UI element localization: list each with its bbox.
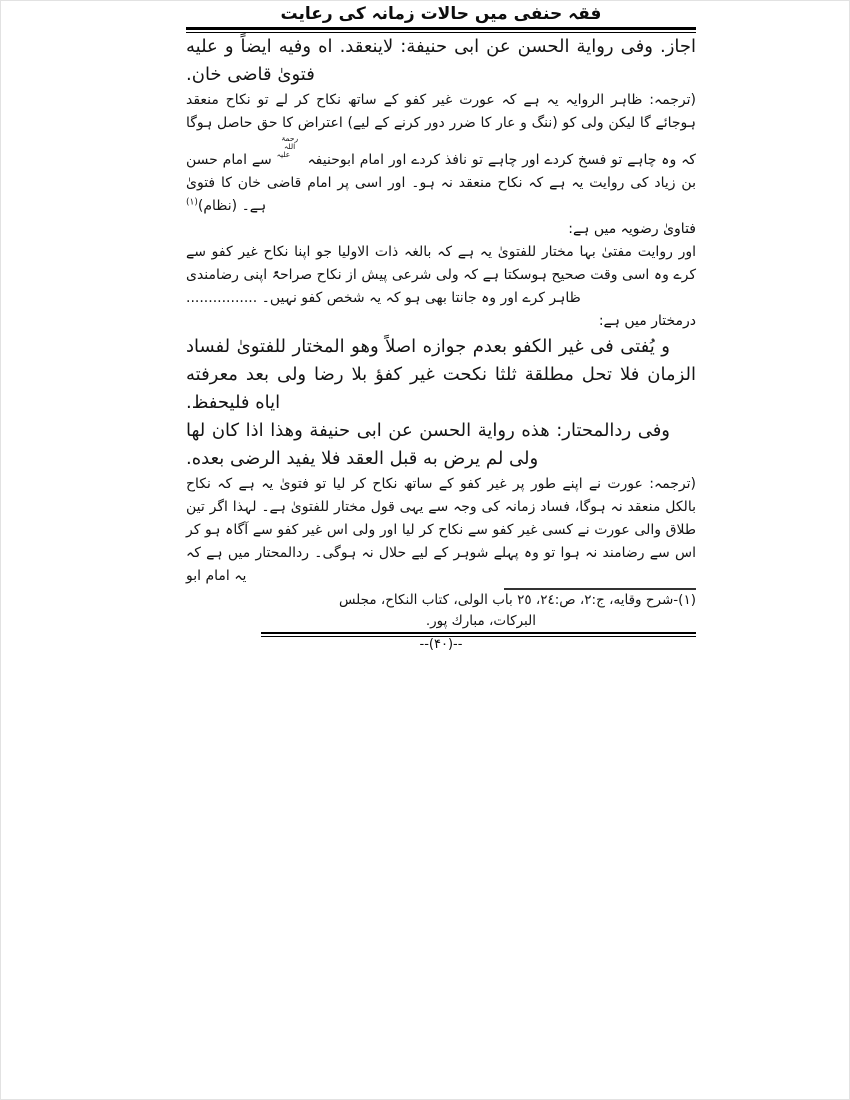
arabic-quote-durr-mukhtar: و يُفتى فى غير الكفو بعدم جوازه اصلاً وهو المختار للفتوىٰ لفساد الزمان فلا تحل مطلقة ثلثا نكحت غير كفؤ بلا رضا ولى بعد معرفته اياه فليحفظ. — [186, 336, 696, 413]
section-heading-durr-mukhtar: درمختار میں ہے: — [598, 313, 696, 329]
footnote-reference-marker: (١) — [186, 197, 198, 208]
translation-1-text-after: سے امام حسن بن زیاد کی روایت یہ ہے کہ نکاح منعقد نہ ہو۔ اور اسی پر امام قاضی خان کا فتویٰ ہے۔ (نظام) — [186, 152, 696, 214]
translation-paragraph-1 — [186, 89, 696, 218]
section-heading-fatawa-razawiyya: فتاویٰ رضویہ میں ہے: — [568, 221, 696, 237]
translation-1-text-before: (ترجمہ: ظاہر الروایہ یہ ہے کہ عورت غیر کفو کے ساتھ نکاح کر لے تو نکاح منعقد ہوجائے گا لیکن ولی کو (ننگ و عار کا ضرر دور کرنے کے لیے) اعتراض کا حق حاصل ہوگا کہ وہ چاہے تو فسخ کردے اور چاہے تو نافذ کردے اور امام ابوحنیفہ — [186, 92, 696, 168]
honorific-mark: رحمۃ اللہ علیہ — [276, 134, 299, 159]
page-header-title: فقہ حنفی میں حالات زمانہ کی رعایت — [280, 4, 602, 24]
footnote-citation-line-1: (١)-شرح وقايه، ج:٢، ص:٢٤، ٢٥ باب الولى، كتاب النكاح، مجلس — [338, 592, 696, 608]
translation-paragraph-2: (ترجمہ: عورت نے اپنے طور پر غیر کفو کے ساتھ نکاح کر لیا تو فتویٰ یہ ہے کہ نکاح بالکل منعقد نہ ہوگا، فساد زمانہ کی وجہ سے یہی قول مختار للفتویٰ ہے۔ لہذا اگر تین طلاق والی عورت نے کسی غیر کفو سے نکاح کر لیا اور ولی اس غیر کفو سے آگاہ ہو کر اس سے رضامند نہ ہوا تو وہ پہلے شوہر کے لیے حلال نہ ہوگی۔ ردالمحتار میں ہے کہ یہ امام ابو — [186, 476, 696, 584]
page-content — [186, 1, 696, 652]
page-number: --(۴۰)-- — [419, 637, 463, 652]
arabic-quote-continuation: اجاز. وفى رواية الحسن عن ابى حنيفة: لاينعقد. اه وفيه ايضاً و عليه فتوىٰ قاضى خان. — [186, 36, 696, 85]
fatawa-razawiyya-excerpt: اور روایت مفتیٰ بہا مختار للفتویٰ یہ ہے کہ بالغہ ذات الاولیا جو اپنا نکاح غیر کفو سے کرے وہ اسی وقت صحیح ہوسکتا ہے کہ ولی شرعی پیش از نکاح صراحۃً اپنی رضامندی ظاہر کرے اور وہ جانتا بھی ہو کہ یہ شخص کفو نہیں۔ ................ — [186, 244, 696, 306]
footnote-citation-line-2: البركات، مبارك پور. — [425, 613, 536, 629]
arabic-quote-radd-al-muhtar: وفى ردالمحتار: هذه رواية الحسن عن ابى حنيفة وهذا اذا كان لها ولى لم يرض به قبل العقد فلا يفيد الرضى بعده. — [186, 420, 670, 469]
